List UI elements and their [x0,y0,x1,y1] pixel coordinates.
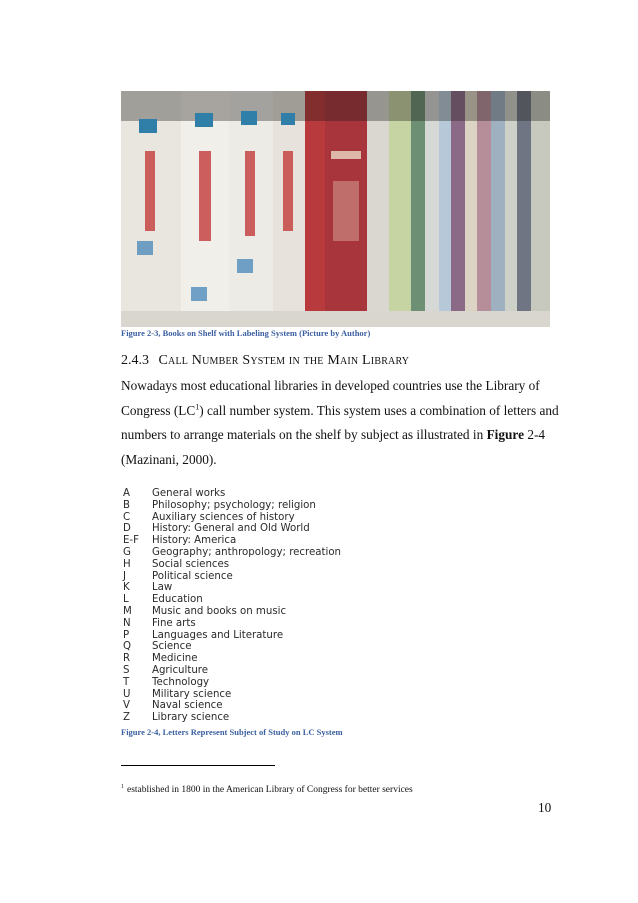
lc-class-row [123,689,341,701]
lc-class-row [123,547,341,559]
lc-class-subject: General works [152,488,226,499]
body-paragraph [121,374,561,472]
lc-class-row [123,488,341,500]
lc-class-letter: N [123,617,131,629]
lc-class-letter: V [123,700,130,712]
lc-class-row [123,523,341,535]
lc-class-row [123,594,341,606]
footnote-divider [121,765,275,766]
footnote-text: established in 1800 in the American Library of Congress for better services [127,785,413,795]
lc-class-letter: T [123,676,130,688]
footnote-marker: 1 [121,783,124,790]
lc-class-row [123,618,341,630]
lc-class-row [123,653,341,665]
lc-class-letter: J [123,570,127,582]
paragraph-text-2: ) call number system. This system uses a combination of letters and numbers to arrange materials on the shelf by subject as illustrated in [121,402,559,442]
lc-class-subject: History: General and Old World [152,523,310,535]
lc-class-subject: Library science [152,712,230,724]
lc-class-letter: A [123,488,130,499]
lc-class-letter: Q [123,641,132,653]
page-number: 10 [538,800,552,815]
lc-class-letter: D [123,523,131,535]
lc-class-subject: Political science [152,570,233,582]
lc-class-row [123,535,341,547]
lc-class-letter: H [123,558,131,570]
lc-class-subject: Social sciences [152,558,230,570]
lc-class-row [123,559,341,571]
paragraph-text-3: 2-4 (Mazinani, 2000). [121,427,546,467]
footnote-reference[interactable]: 1 [195,402,200,412]
lc-class-subject: Military science [152,688,232,700]
lc-class-row [123,582,341,594]
paragraph-text-1: Nowadays most educational libraries in developed countries use the Library of Congress (LC [121,378,540,418]
lc-class-subject: History: America [152,535,237,547]
lc-class-letter: S [123,664,130,676]
lc-class-letter: E-F [123,535,139,547]
lc-class-subject: Education [152,594,203,606]
lc-class-subject: Music and books on music [152,605,287,617]
lc-class-subject: Agriculture [152,664,209,676]
lc-class-row [123,500,341,512]
section-heading [121,353,409,369]
figure-2-4-caption: Figure 2-4, Letters Represent Subject of Study on LC System [121,727,343,737]
lc-class-subject: Fine arts [152,617,196,629]
lc-class-letter: M [123,605,132,617]
lc-class-letter: P [123,629,130,641]
bookshelf-photo [121,91,550,327]
lc-class-letter: K [123,582,130,594]
lc-class-row [123,512,341,524]
lc-class-subject: Philosophy; psychology; religion [152,499,316,511]
lc-class-subject: Technology [152,676,210,688]
figure-reference[interactable]: Figure [486,427,524,442]
footnote [121,785,413,795]
section-title: Call Number System in the Main Library [158,353,410,368]
lc-class-row [123,700,341,712]
lc-class-subject: Geography; anthropology; recreation [152,546,342,558]
lc-class-subject: Languages and Literature [152,629,284,641]
lc-class-row [123,665,341,677]
lc-class-row [123,677,341,689]
figure-2-3-caption: Figure 2-3, Books on Shelf with Labeling System (Picture by Author) [121,328,371,338]
lc-class-subject: Auxiliary sciences of history [152,511,295,523]
lc-class-subject: Medicine [152,653,198,665]
lc-class-row [123,641,341,653]
lc-class-letter: G [123,546,131,558]
lc-class-row [123,712,341,724]
lc-class-letter: C [123,511,131,523]
lc-class-subject: Law [152,582,173,594]
lc-class-row [123,630,341,642]
lc-class-row [123,606,341,618]
lc-class-letter: Z [123,712,130,724]
lc-class-subject: Science [152,641,192,653]
lc-classification-list [123,488,341,724]
lc-class-letter: L [123,594,129,606]
lc-class-subject: Naval science [152,700,223,712]
lc-class-letter: R [123,653,131,665]
lc-class-letter: B [123,499,130,511]
lc-class-row [123,571,341,583]
lc-class-letter: U [123,688,131,700]
section-number: 2.4.3 [121,353,149,368]
